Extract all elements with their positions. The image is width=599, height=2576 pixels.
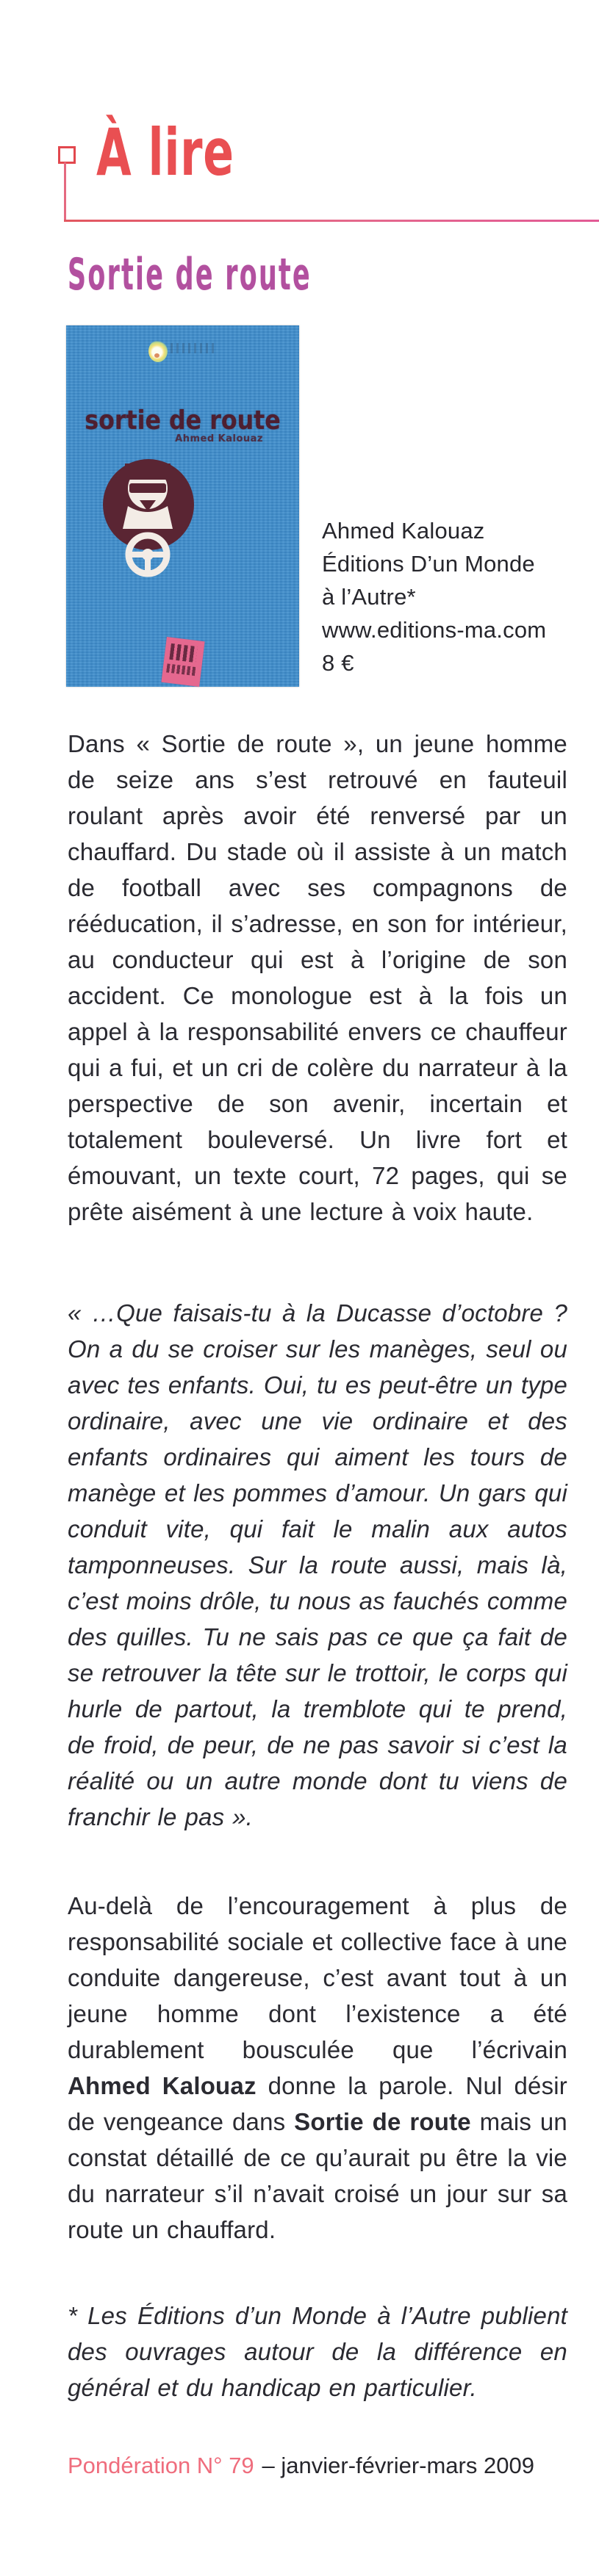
publisher-logo-icon [148, 340, 168, 362]
author-name-bold: Ahmed Kalouaz [68, 2072, 257, 2099]
paragraph-text: Au-delà de l’encouragement à plus de responsabilité sociale et collective face à une conduite dangereuse, c’est avant tout à un jeune homme dont l’existence a été durablement bousculée que l’écrivain [68, 1892, 567, 2063]
sticker-text-mark [166, 663, 196, 676]
rubric-horizontal-rule [64, 220, 599, 222]
paragraph-text: donne la parole. Nul désir de vengeance dans [68, 2072, 567, 2135]
book-title-bold: Sortie de route [294, 2108, 471, 2135]
sticker-logo-mark [169, 643, 197, 663]
review-paragraph-1: Dans « Sortie de route », un jeune homme de seize ans s’est retrouvé en fauteuil roulant après avoir été renversé par un chauffard. Du stade où il assiste à un match de football avec ses compagnons de rééducation, il s’adresse, en son for intérieur, au conducteur qui est à l’origine de son accident. Ce monologue est à la fois un appel à la responsabilité envers ce chauffeur qui a fui, et un cri de colère du narrateur à la perspective de son avenir, incertain et totalement bouleversé. Un livre fort et émouvant, un texte court, 72 pages, qui se prête aisément à une lecture à voix haute. [68, 730, 567, 1225]
book-price: 8 € [322, 650, 354, 676]
journal-issue-label: Pondération N° 79 [68, 2453, 254, 2478]
book-publisher-line1: Éditions D’un Monde [322, 551, 535, 577]
cover-book-title: sortie de route [85, 405, 281, 436]
section-marker-square-icon [58, 146, 76, 164]
page-footer [68, 2452, 534, 2479]
book-author: Ahmed Kalouaz [322, 518, 485, 544]
paragraph-text: mais un constat détaillé de ce qu’aurait pu être la vie du narrateur s’il n’avait croisé un jour sur sa route un chauffard. [68, 2108, 567, 2243]
price-sticker [161, 637, 204, 687]
book-info-block [322, 514, 546, 679]
publisher-logo-dot-icon [154, 353, 159, 358]
cover-author-name: Ahmed Kalouaz [175, 433, 263, 444]
book-publisher-line2: à l’Autre* [322, 584, 416, 610]
section-title: À lire [96, 115, 234, 190]
book-excerpt-quote: « …Que faisais-tu à la Ducasse d’octobre ? On a du se croiser sur les manèges, seul ou avec tes enfants. Oui, tu es peut-être un type ordinaire, avec une vie ordinaire et des enfants ordinaires qui aiment les tours de manège et les pommes d’amour. Un gars qui conduit vite, qui fait le malin aux autos tamponneuses. Sur la route aussi, mais là, c’est moins drôle, tu nous as fauchés comme des quilles. Tu ne sais pas ce que ça fait de se retrouver la tête sur le trottoir, le corps qui hurle de partout, la tremblote qui te prend, de froid, de peur, de ne pas savoir si c’est la réalité ou un autre monde dont tu viens de franchir le pas ». [68, 1299, 567, 1830]
publisher-logo-wordmark [171, 343, 215, 353]
article-title: Sortie de route [68, 249, 312, 300]
issue-date-label: – janvier-février-mars 2009 [262, 2453, 534, 2478]
book-website: www.editions-ma.com [322, 617, 547, 643]
driver-face-illustration [101, 459, 197, 591]
rubric-vertical-rule [64, 162, 66, 221]
publisher-footnote: * Les Éditions d’un Monde à l’Autre publient des ouvrages autour de la différence en général et du handicap en particulier. [68, 2302, 567, 2401]
book-cover-image [66, 325, 299, 687]
review-paragraph-2 [68, 1888, 567, 2248]
